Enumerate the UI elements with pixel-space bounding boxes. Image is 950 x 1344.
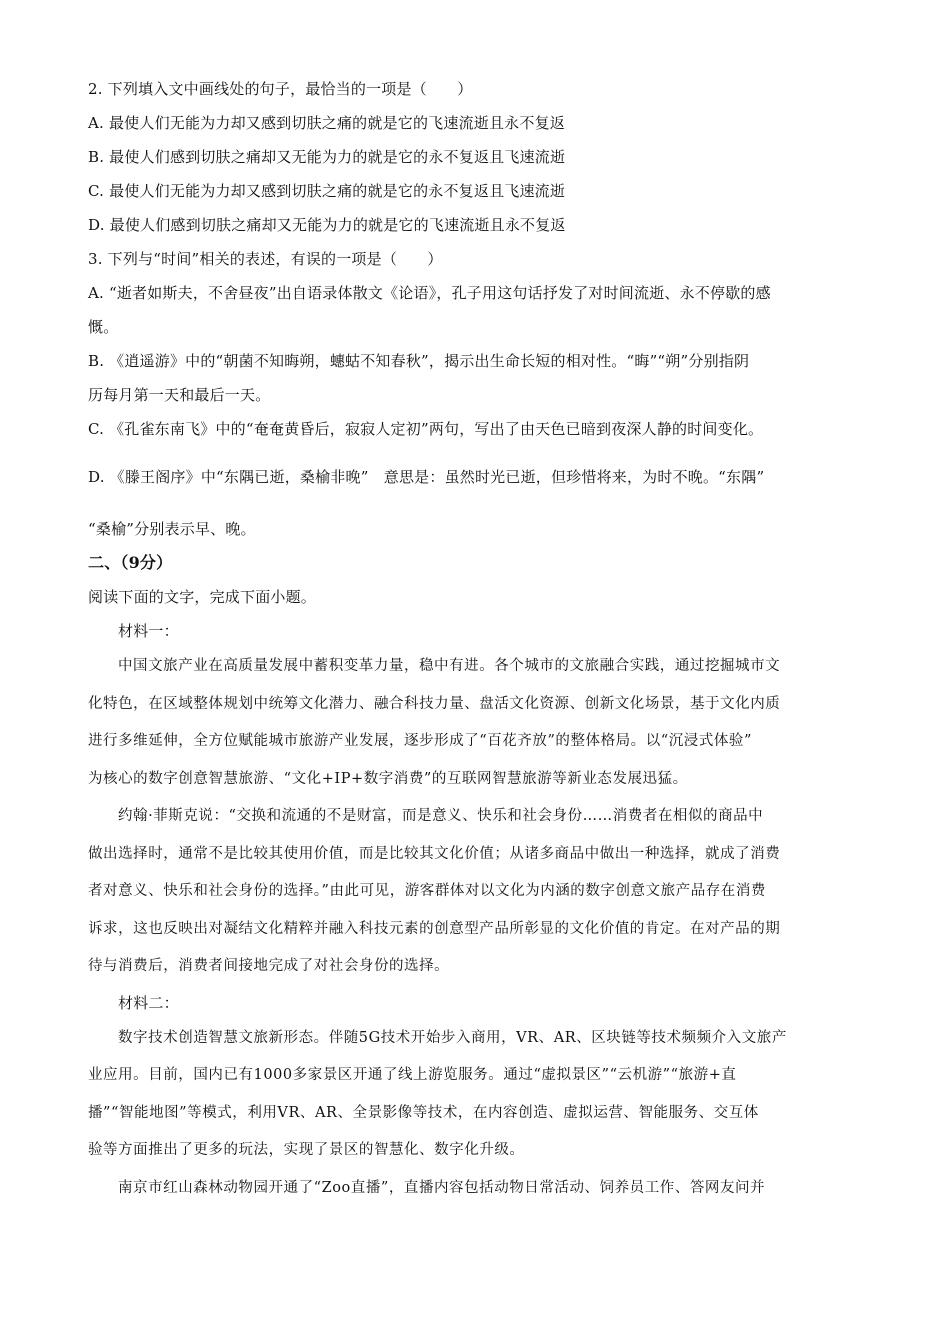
material-2-para-2-line-1: 南京市红山森林动物园开通了“Zoo直播”，直播内容包括动物日常活动、饲养员工作、答网友问并	[118, 1179, 766, 1196]
question-3-option-d-line-1: D. 《滕王阁序》中“东隅已逝，桑榆非晚” 意思是：虽然时光已逝，但珍惜将来，为时不晚。“东隅”	[88, 468, 765, 486]
question-2-stem: 2. 下列填入文中画线处的句子，最恰当的一项是（ ）	[88, 80, 473, 98]
material-2-para-1-line-2: 业应用。目前，国内已有1000多家景区开通了线上游览服务。通过“虚拟景区”“云机游”“旅游+直	[88, 1067, 737, 1083]
question-3-stem: 3. 下列与“时间”相关的表述，有误的一项是（ ）	[88, 250, 443, 268]
question-2-option-d: D. 最使人们感到切肤之痛却又无能为力的就是它的飞速流逝且永不复返	[88, 216, 566, 234]
material-1-para-1-line-3: 进行多维延伸，全方位赋能城市旅游产业发展，逐步形成了“百花齐放”的整体格局。以“沉浸式体验”	[88, 733, 752, 749]
material-2-para-1-line-1: 数字技术创造智慧文旅新形态。伴随5G技术开始步入商用，VR、AR、区块链等技术频频介入文旅产	[118, 1029, 787, 1046]
question-2-option-c: C. 最使人们无能为力却又感到切肤之痛的就是它的永不复返且飞速流逝	[88, 182, 566, 200]
material-1-para-1-line-2: 化特色，在区域整体规划中统筹文化潜力、融合科技力量、盘活文化资源、创新文化场景，基于文化内质	[88, 695, 781, 712]
material-1-para-2-line-3: 者对意义、快乐和社会身份的选择。”由此可见，游客群体对以文化为内涵的数字创意文旅产品存在消费	[88, 883, 766, 899]
material-1-para-2-line-2: 做出选择时，通常不是比较其使用价值，而是比较其文化价值；从诸多商品中做出一种选择，就成了消费	[88, 845, 781, 862]
question-3-option-b-line-1: B. 《逍遥游》中的“朝菌不知晦朔，蟪蛄不知春秋”，揭示出生命长短的相对性。“晦”“朔”分别指阴	[88, 352, 750, 370]
material-1-para-1-line-4: 为核心的数字创意智慧旅游、“文化+IP+数字消费”的互联网智慧旅游等新业态发展迅猛。	[88, 770, 688, 787]
question-3-option-a-line-2: 慨。	[88, 318, 119, 336]
material-2-label: 材料二：	[118, 993, 179, 1012]
question-3-option-a-line-1: A. “逝者如斯夫，不舍昼夜”出自语录体散文《论语》，孔子用这句话抒发了对时间流逝、永不停歇的感	[88, 284, 771, 302]
material-1-label: 材料一：	[118, 622, 179, 640]
question-3-option-b-line-2: 历每月第一天和最后一天。	[88, 386, 271, 404]
section-instruction: 阅读下面的文字，完成下面小题。	[88, 588, 317, 606]
material-2-para-1-line-4: 验等方面推出了更多的玩法，实现了景区的智慧化、数字化升级。	[88, 1142, 525, 1158]
material-1-para-2-line-5: 待与消费后，消费者间接地完成了对社会身份的选择。	[88, 958, 450, 974]
section-heading: 二、（9分）	[88, 553, 173, 572]
spacer	[88, 494, 863, 512]
material-1-para-1-line-1: 中国文旅产业在高质量发展中蓄积变革力量，稳中有进。各个城市的文旅融合实践，通过挖掘城市文	[118, 658, 781, 674]
spacer	[88, 446, 863, 460]
question-2-option-b: B. 最使人们感到切肤之痛却又无能为力的就是它的永不复返且飞速流逝	[88, 148, 566, 166]
material-2-para-1-line-3: 播”“智能地图”等模式，利用VR、AR、全景影像等技术，在内容创造、虚拟运营、智能服务、交互体	[88, 1104, 759, 1121]
question-2-option-a: A. 最使人们无能为力却又感到切肤之痛的就是它的飞速流逝且永不复返	[88, 114, 565, 132]
question-3-option-c-line-1: C. 《孔雀东南飞》中的“奄奄黄昏后，寂寂人定初”两句，写出了由天色已暗到夜深人静的时间变化。	[88, 420, 764, 438]
question-3-option-d-line-2: “桑榆”分别表示早、晚。	[88, 520, 256, 538]
material-1-para-2-line-4: 诉求，这也反映出对凝结文化精粹并融入科技元素的创意型产品所彰显的文化价值的肯定。在对产品的期	[88, 920, 781, 937]
document-page	[88, 72, 863, 1207]
material-1-para-2-line-1: 约翰·菲斯克说：“交换和流通的不是财富，而是意义、快乐和社会身份……消费者在相似的商品中	[118, 808, 764, 824]
